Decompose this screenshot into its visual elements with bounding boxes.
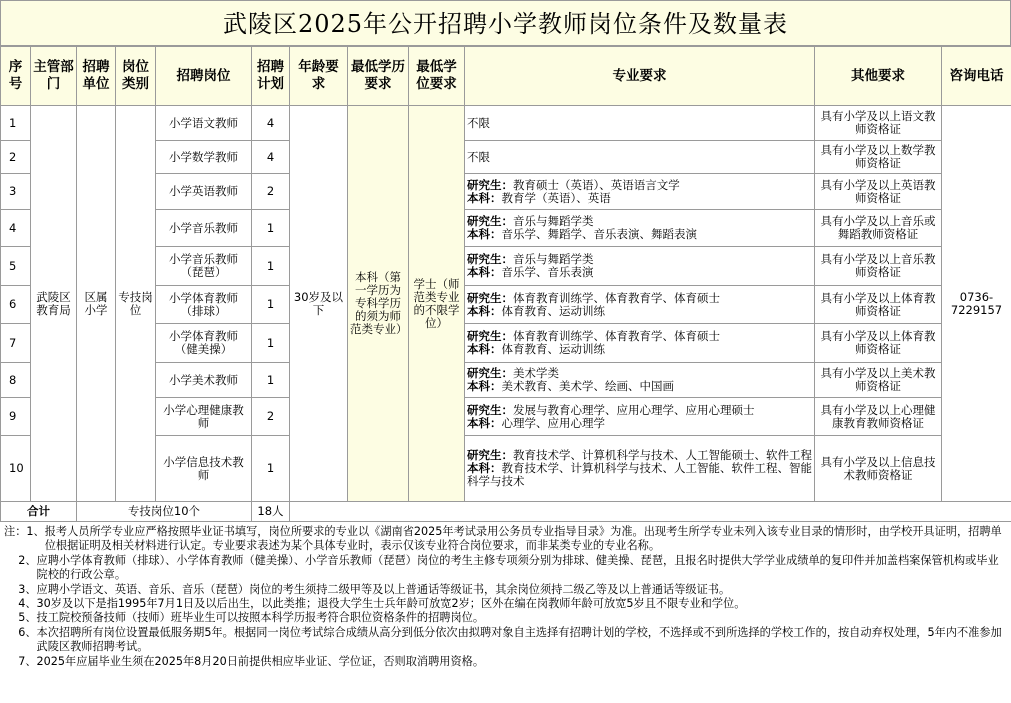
header-post: 招聘岗位 bbox=[156, 47, 252, 106]
major-text: 教育技术学、计算机科学与技术、人工智能、软件工程、智能科学与技术 bbox=[467, 461, 812, 488]
post-cell: 小学美术教师 bbox=[156, 363, 252, 398]
row-no: 5 bbox=[1, 247, 31, 286]
major-text: 美术教育、美术学、绘画、中国画 bbox=[501, 379, 674, 393]
edu-cell: 本科（第一学历为专科学历的须为师范类专业） bbox=[348, 106, 409, 502]
major-cell bbox=[465, 286, 815, 324]
table-header-row bbox=[1, 47, 1011, 106]
note-number: 3、 bbox=[4, 582, 37, 596]
other-cell: 具有小学及以上信息技术教师资格证 bbox=[815, 436, 942, 502]
major-line bbox=[467, 228, 812, 241]
other-cell: 具有小学及以上音乐教师资格证 bbox=[815, 247, 942, 286]
note-item bbox=[4, 583, 1007, 597]
note-item bbox=[4, 597, 1007, 611]
plan-cell: 2 bbox=[252, 398, 290, 436]
dept-cell: 武陵区教育局 bbox=[31, 106, 77, 502]
major-level-label: 本科： bbox=[467, 303, 502, 318]
major-level-label: 研究生： bbox=[467, 290, 513, 305]
major-text: 美术学类 bbox=[513, 366, 559, 380]
other-cell: 具有小学及以上英语教师资格证 bbox=[815, 174, 942, 210]
major-cell bbox=[465, 398, 815, 436]
major-level-label: 研究生： bbox=[467, 366, 513, 380]
header-unit: 招聘单位 bbox=[77, 47, 116, 106]
note-text: 应聘小学体育教师（排球）、小学体育教师（健美操）、小学音乐教师（琵琶）岗位的考生主修专项须分别为排球、健美操、琵琶，且报名时提供大学学业成绩单的复印件并加盖档案保管机构或毕业院校的行政公章。 bbox=[36, 553, 999, 582]
major-level-label: 研究生： bbox=[467, 448, 513, 462]
row-no: 2 bbox=[1, 141, 31, 174]
major-level-label: 本科： bbox=[467, 342, 502, 356]
major-line bbox=[467, 417, 812, 430]
other-cell: 具有小学及以上数学教师资格证 bbox=[815, 141, 942, 174]
major-cell bbox=[465, 174, 815, 210]
header-edu: 最低学历要求 bbox=[348, 47, 409, 106]
table-row bbox=[1, 106, 1011, 141]
post-cell: 小学信息技术教师 bbox=[156, 436, 252, 502]
header-category: 岗位类别 bbox=[116, 47, 156, 106]
plan-cell: 1 bbox=[252, 436, 290, 502]
page-title: 武陵区2025年公开招聘小学教师岗位条件及数量表 bbox=[0, 0, 1011, 46]
other-cell: 具有小学及以上美术教师资格证 bbox=[815, 363, 942, 398]
major-text: 教育技术学、计算机科学与技术、人工智能硕士、软件工程 bbox=[513, 448, 812, 462]
plan-cell: 1 bbox=[252, 324, 290, 363]
major-cell bbox=[465, 210, 815, 247]
row-no: 3 bbox=[1, 174, 31, 210]
major-level-label: 本科： bbox=[467, 415, 502, 430]
major-level-label: 研究生： bbox=[467, 177, 513, 192]
major-level-label: 研究生： bbox=[467, 252, 513, 266]
post-cell: 小学语文教师 bbox=[156, 106, 252, 141]
note-number: 2、 bbox=[4, 553, 37, 567]
row-no: 10 bbox=[1, 436, 31, 502]
post-cell: 小学音乐教师 bbox=[156, 210, 252, 247]
other-cell: 具有小学及以上心理健康教育教师资格证 bbox=[815, 398, 942, 436]
header-major: 专业要求 bbox=[465, 47, 815, 106]
major-level-label: 本科： bbox=[467, 379, 502, 393]
post-cell: 小学体育教师（健美操） bbox=[156, 324, 252, 363]
major-text: 音乐学、舞蹈学、音乐表演、舞蹈表演 bbox=[501, 227, 697, 241]
note-number: 7、 bbox=[4, 654, 37, 668]
major-text: 体育教育训练学、体育教育学、体育硕士 bbox=[513, 329, 720, 343]
row-no: 9 bbox=[1, 398, 31, 436]
post-cell: 小学体育教师（排球） bbox=[156, 286, 252, 324]
notes-section bbox=[0, 522, 1011, 669]
post-cell: 小学英语教师 bbox=[156, 174, 252, 210]
note-text: 30岁及以下是指1995年7月1日及以后出生，以此类推；退役大学生士兵年龄可放宽2岁；区外在编在岗教师年龄可放宽5岁且不限专业和学位。 bbox=[36, 597, 746, 611]
unit-cell: 区属小学 bbox=[77, 106, 116, 502]
major-text: 音乐与舞蹈学类 bbox=[513, 214, 594, 228]
note-item bbox=[4, 525, 1007, 554]
major-level-label: 本科： bbox=[467, 227, 502, 241]
header-other: 其他要求 bbox=[815, 47, 942, 106]
major-cell bbox=[465, 141, 815, 174]
major-cell bbox=[465, 436, 815, 502]
header-dept: 主管部门 bbox=[31, 47, 77, 106]
major-line bbox=[467, 117, 812, 130]
degree-cell: 学士（师范类专业的不限学位） bbox=[409, 106, 465, 502]
summary-posts: 专技岗位10个 bbox=[77, 502, 252, 522]
note-text: 应聘小学语文、英语、音乐、音乐（琵琶）岗位的考生须持二级甲等及以上普通话等级证书，其余岗位须持二级乙等及以上普通话等级证书。 bbox=[36, 582, 731, 596]
note-number: 6、 bbox=[4, 625, 37, 639]
major-cell bbox=[465, 363, 815, 398]
other-cell: 具有小学及以上语文教师资格证 bbox=[815, 106, 942, 141]
major-level-label: 研究生： bbox=[467, 329, 513, 343]
header-phone: 咨询电话 bbox=[942, 47, 1011, 106]
major-cell bbox=[465, 106, 815, 141]
row-no: 1 bbox=[1, 106, 31, 141]
note-item bbox=[4, 626, 1007, 655]
major-text: 音乐与舞蹈学类 bbox=[513, 252, 594, 266]
major-level-label: 本科： bbox=[467, 190, 502, 205]
row-no: 4 bbox=[1, 210, 31, 247]
plan-cell: 4 bbox=[252, 141, 290, 174]
note-text: 报考人员所学专业应严格按照毕业证书填写，岗位所要求的专业以《湖南省2025年考试录用公务员专业指导目录》为准。出现考生所学专业未列入该专业目录的情形时，由学校开具证明，招聘单位根据证明及相关材料进行认定。专业要求表述为某个具体专业时，表示仅该专业符合岗位要求，而非某类专业的专业名称。 bbox=[44, 525, 1002, 553]
major-cell bbox=[465, 324, 815, 363]
major-text: 教育硕士（英语）、英语语言文学 bbox=[513, 177, 680, 192]
note-text: 2025年应届毕业生须在2025年8月20日前提供相应毕业证、学位证，否则取消聘用资格。 bbox=[36, 654, 485, 668]
major-line bbox=[467, 462, 812, 488]
major-text: 教育学（英语）、英语 bbox=[501, 190, 611, 205]
post-cell: 小学数学教师 bbox=[156, 141, 252, 174]
summary-total: 18人 bbox=[252, 502, 290, 522]
plan-cell: 1 bbox=[252, 286, 290, 324]
positions-table bbox=[0, 46, 1011, 522]
note-item bbox=[4, 611, 1007, 625]
major-line bbox=[467, 380, 812, 393]
note-number: 注：1、 bbox=[4, 525, 45, 538]
summary-row bbox=[1, 502, 1011, 522]
other-cell: 具有小学及以上体育教师资格证 bbox=[815, 324, 942, 363]
plan-cell: 1 bbox=[252, 247, 290, 286]
plan-cell: 4 bbox=[252, 106, 290, 141]
post-cell: 小学音乐教师（琵琶） bbox=[156, 247, 252, 286]
summary-empty bbox=[290, 502, 1011, 522]
plan-cell: 1 bbox=[252, 210, 290, 247]
summary-label: 合计 bbox=[1, 502, 77, 522]
row-no: 7 bbox=[1, 324, 31, 363]
major-line bbox=[467, 343, 812, 356]
major-cell bbox=[465, 247, 815, 286]
plan-cell: 1 bbox=[252, 363, 290, 398]
major-text: 音乐学、音乐表演 bbox=[501, 265, 594, 279]
other-cell: 具有小学及以上体育教师资格证 bbox=[815, 286, 942, 324]
major-level-label: 研究生： bbox=[467, 214, 513, 228]
header-degree: 最低学位要求 bbox=[409, 47, 465, 106]
major-level-label: 研究生： bbox=[467, 402, 513, 417]
note-number: 5、 bbox=[4, 611, 37, 625]
major-text: 不限 bbox=[467, 115, 490, 130]
post-cell: 小学心理健康教师 bbox=[156, 398, 252, 436]
plan-cell: 2 bbox=[252, 174, 290, 210]
major-text: 发展与教育心理学、应用心理学、应用心理硕士 bbox=[513, 402, 755, 417]
category-cell: 专技岗位 bbox=[116, 106, 156, 502]
row-no: 6 bbox=[1, 286, 31, 324]
other-cell: 具有小学及以上音乐或舞蹈教师资格证 bbox=[815, 210, 942, 247]
age-cell: 30岁及以下 bbox=[290, 106, 348, 502]
header-plan: 招聘计划 bbox=[252, 47, 290, 106]
major-level-label: 本科： bbox=[467, 265, 502, 279]
table-body bbox=[1, 106, 1011, 522]
row-no: 8 bbox=[1, 363, 31, 398]
major-line bbox=[467, 151, 812, 164]
header-age: 年龄要求 bbox=[290, 47, 348, 106]
major-text: 体育教育、运动训练 bbox=[501, 342, 605, 356]
major-text: 体育教育训练学、体育教育学、体育硕士 bbox=[513, 290, 720, 305]
major-text: 体育教育、运动训练 bbox=[501, 303, 605, 318]
note-number: 4、 bbox=[4, 597, 37, 611]
major-line bbox=[467, 266, 812, 279]
note-item bbox=[4, 554, 1007, 583]
major-line bbox=[467, 305, 812, 318]
note-text: 本次招聘所有岗位设置最低服务期5年。根据同一岗位考试综合成绩从高分到低分依次由拟聘对象自主选择有招聘计划的学校，不选择或不到所选择的学校工作的，按自动弃权处理，5年内不准参加武陵区教师招聘考试。 bbox=[36, 625, 1002, 654]
note-text: 技工院校预备技师（技师）班毕业生可以按照本科学历报考符合职位资格条件的招聘岗位。 bbox=[36, 611, 485, 625]
header-no: 序号 bbox=[1, 47, 31, 106]
note-item bbox=[4, 655, 1007, 669]
major-text: 心理学、应用心理学 bbox=[501, 415, 605, 430]
phone-cell: 0736-7229157 bbox=[942, 106, 1011, 502]
major-line bbox=[467, 192, 812, 205]
major-level-label: 本科： bbox=[467, 461, 502, 475]
major-text: 不限 bbox=[467, 149, 490, 164]
